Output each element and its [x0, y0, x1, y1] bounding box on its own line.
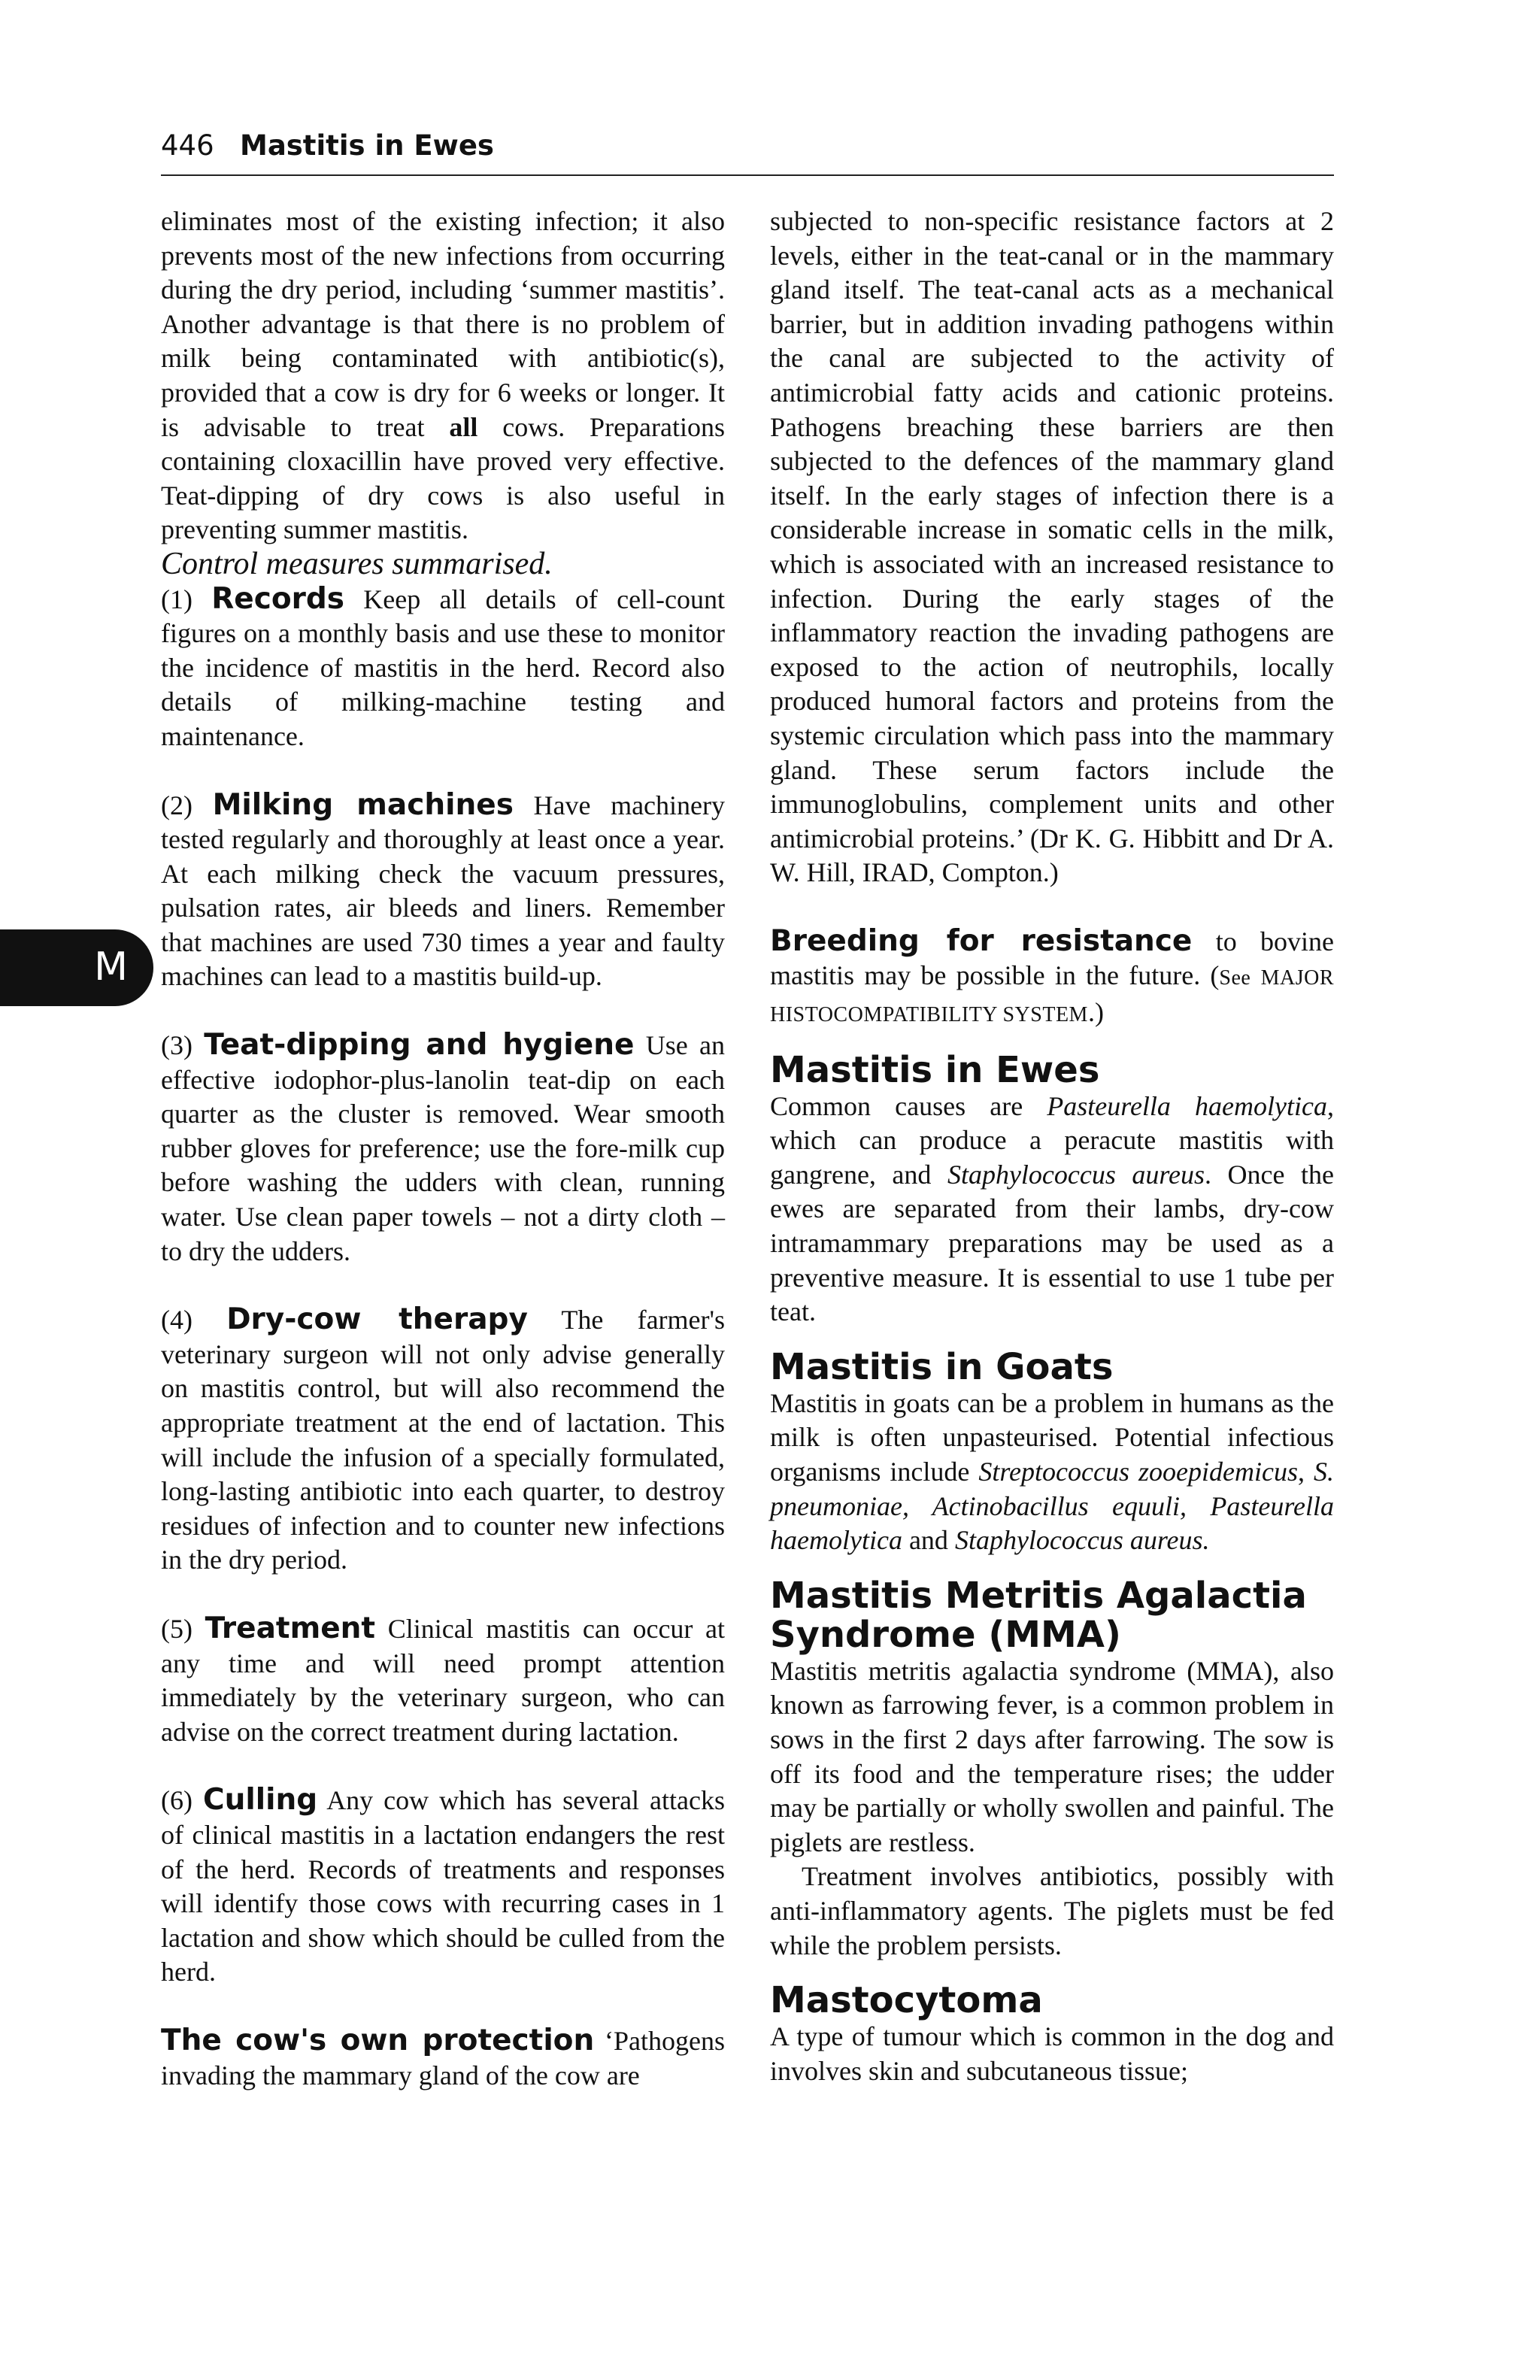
- intro-paragraph: eliminates most of the existing infection; it also prevents most of the new infections from occurring during the dry period, including ‘summer mastitis’. Another advantage is that there is no problem of milk being contaminated with antibiotic(s), provided that a cow is dry for 6 weeks or longer. It is advisable to treat all cows. Preparations containing cloxacillin have proved very effective. Teat-dipping of dry cows is also useful in preventing summer mastitis.: [161, 206, 726, 545]
- thumb-index-letter: M: [94, 944, 128, 990]
- measure-culling: (6) Culling Any cow which has several attacks of clinical mastitis in a lactation endangers the rest of the herd. Records of treatments and responses will identify those cows with recurring cases in 1 lactation and show which should be culled from the herd.: [161, 1783, 726, 1987]
- heading-mma: Mastitis Metritis Agalactia Syndrome (MMA): [770, 1574, 1307, 1656]
- breeding-for-resistance: Breeding for resistance to bovine mastitis may be possible in the future. (See MAJOR HISTOCOMPATIBILITY SYSTEM.): [770, 923, 1335, 1028]
- heading-mastitis-in-goats: Mastitis in Goats: [770, 1345, 1114, 1388]
- measure-teat-dipping: (3) Teat-dipping and hygiene Use an effective iodophor-plus-lanolin teat-dip on each quarter as the cluster is removed. Wear smooth rubber gloves for preference; use the fore-milk cup before washing the udders with clean, running water. Use clean paper towels – not a dirty cloth – to dry the udders.: [161, 1028, 725, 1266]
- control-measures-heading: Control measures summarised.: [161, 546, 553, 581]
- heading-mastocytoma: Mastocytoma: [770, 1979, 1043, 2022]
- running-title: Mastitis in Ewes: [240, 129, 494, 162]
- measure-dry-cow-therapy: (4) Dry-cow therapy The farmer's veterinary surgeon will not only advise generally on mastitis control, but will also recommend the appropriate treatment at the end of lactation. This will include the infusion of a specially formulated, long-lasting antibiotic into each quarter, to destroy residues of infection and to counter new infections in the dry period.: [161, 1302, 726, 1575]
- measure-milking-machines: (2) Milking machines Have machinery tested regularly and thoroughly at least once a year. At each milking check the vacuum pressures, pulsation rates, air bleeds and liners. Remember that machines are used 730 times a year and faulty machines can lead to a mastitis build-up.: [161, 787, 725, 992]
- protection-continuation: subjected to non-specific resistance factors at 2 levels, either in the teat-canal or in the mammary gland itself. The teat-canal acts as a mechanical barrier, but in addition invading pathogens within the canal are subjected to the activity of antimicrobial fatty acids and cationic proteins. Pathogens breaching these barriers are then subjected to the defences of the mammary gland itself. In the early stages of infection there is a considerable increase in somatic cells in the milk, which is associated with an increased resistance to infection. During the early stages of the inflammatory reaction the invading pathogens are exposed to the action of neutrophils, locally produced humoral factors and proteins from the systemic circulation which pass into the mammary gland. These serum factors include the immunoglobulins, complement units and other antimicrobial proteins.’ (Dr K. G. Hibbitt and Dr A. W. Hill, IRAD, Compton.): [770, 206, 1334, 888]
- page-header: [161, 126, 1334, 176]
- thumb-index-tab: [0, 929, 153, 1006]
- cows-own-protection: The cow's own protection ‘Pathogens invading the mammary gland of the cow are: [161, 2023, 725, 2090]
- measure-treatment: (5) Treatment Clinical mastitis can occur at any time and will need prompt attention immediately by the veterinary surgeon, who can advise on the correct treatment during lactation.: [161, 1611, 726, 1747]
- mastocytoma-paragraph: A type of tumour which is common in the dog and involves skin and subcutaneous tissue;: [770, 2021, 1334, 2086]
- right-column: [770, 205, 1334, 2088]
- emphasis-all: all: [449, 411, 478, 442]
- goats-paragraph: Mastitis in goats can be a problem in humans as the milk is often unpasteurised. Potential infectious organisms include Streptococcus zooepidemicus, S. pneumoniae, Actinobacillus equuli, Pasteurella haemolytica and Staphylococcus aureus.: [770, 1387, 1334, 1556]
- ewes-paragraph: Common causes are Pasteurella haemolytica, which can produce a peracute mastitis with gangrene, and Staphylococcus aureus. Once the ewes are separated from their lambs, dry-cow intramammary preparations may be used as a preventive measure. It is essential to use 1 tube per teat.: [770, 1090, 1335, 1327]
- mma-paragraph-1: Mastitis metritis agalactia syndrome (MMA), also known as farrowing fever, is a common problem in sows in the first 2 days after farrowing. The sow is off its food and the temperature rises; the udder may be partially or wholly swollen and painful. The piglets are restless.: [770, 1655, 1334, 1857]
- mma-paragraph-2: Treatment involves antibiotics, possibly with anti-inflammatory agents. The piglets must be fed while the problem persists.: [770, 1861, 1334, 1960]
- heading-mastitis-in-ewes: Mastitis in Ewes: [770, 1048, 1100, 1091]
- page-number: 446: [161, 129, 214, 162]
- cross-reference[interactable]: MAJOR HISTOCOMPATIBILITY SYSTEM: [770, 966, 1334, 1027]
- left-column: [161, 205, 725, 2093]
- measure-records: (1) Records Keep all details of cell-count figures on a monthly basis and use these to monitor the incidence of mastitis in the herd. Record also details of milking-machine testing and maintenance.: [161, 581, 726, 751]
